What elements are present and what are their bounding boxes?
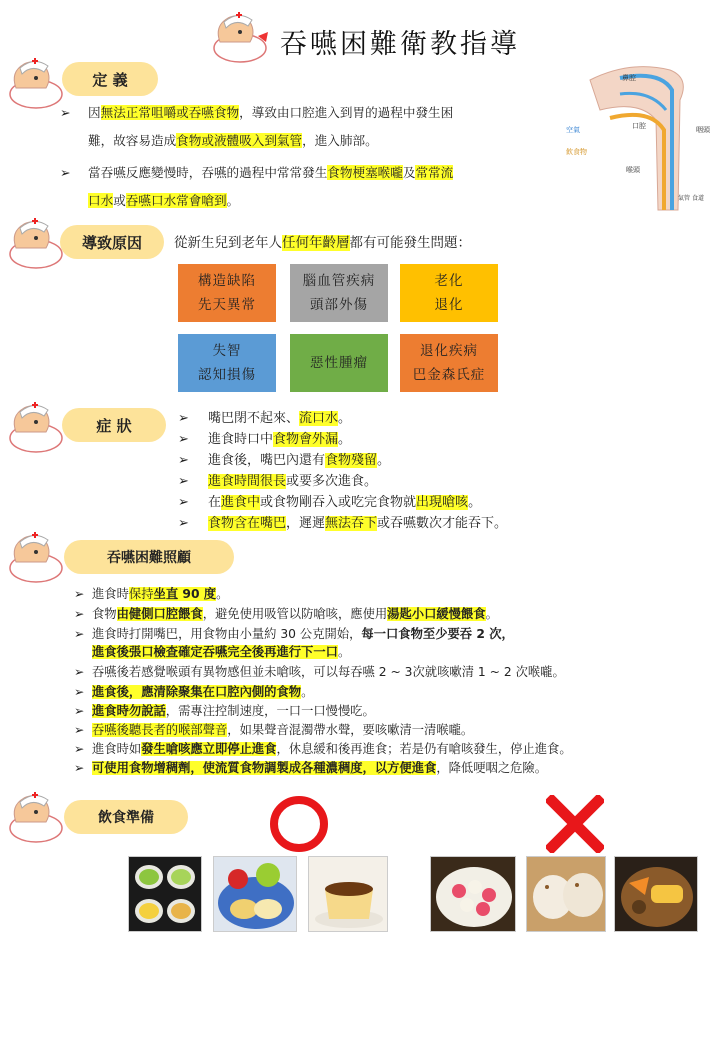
care-line: ➢ 進食時打開嘴巴，用食物由小量約 30 公克開始，每一口食物至少要吞 2 次， bbox=[74, 627, 514, 641]
section-pill-definition: 定 義 bbox=[62, 62, 158, 96]
symptom-item: ➢ 食物含在嘴巴，遲遲無法吞下或吞嚥數次才能吞下。 bbox=[178, 516, 508, 531]
food-image-mochi bbox=[526, 856, 606, 932]
care-line: ➢ 吞嚥後聽長者的喉部聲音，如果聲音混濁帶水聲，要咳嗽清一清喉嚨。 bbox=[74, 723, 474, 737]
diagram-label-esophagus: 食道 bbox=[692, 195, 705, 202]
care-line: ➢ 進食時勿說話，需專注控制速度，一口一口慢慢吃。 bbox=[74, 704, 375, 718]
nurse-mascot-icon bbox=[6, 528, 68, 586]
symptom-item: ➢ 進食後，嘴巴內還有食物殘留。 bbox=[178, 453, 391, 468]
cause-box-line: 腦血管疾病 bbox=[302, 273, 376, 289]
definition-line: ➢ 當吞嚥反應變慢時，吞嚥的過程中常常發生食物梗塞喉嚨及常常流 bbox=[60, 165, 454, 180]
circle-ok-icon bbox=[268, 795, 330, 853]
care-line: ➢ 進食時如發生嗆咳應立即停止進食，休息緩和後再進食；若是仍有嗆咳發生，停止進食。 bbox=[74, 742, 572, 756]
food-image-pureed-cups bbox=[128, 856, 202, 932]
care-line: ➢ 進食後，應清除聚集在口腔內側的食物。 bbox=[74, 685, 314, 699]
cause-box bbox=[400, 334, 498, 392]
diagram-label-nose: 鼻腔 bbox=[622, 74, 636, 82]
symptom-item: ➢ 嘴巴閉不起來、流口水。 bbox=[178, 411, 352, 426]
care-line: 進食後張口檢查確定吞嚥完全後再進行下一口。 bbox=[92, 645, 351, 659]
section-pill-causes: 導致原因 bbox=[60, 225, 164, 259]
cause-box-line: 頭部外傷 bbox=[310, 297, 368, 313]
cause-box bbox=[178, 264, 276, 322]
cause-box-line: 構造缺陷 bbox=[198, 273, 256, 289]
symptom-item: ➢ 進食時間很長或要多次進食。 bbox=[178, 474, 378, 489]
nurse-mascot-icon bbox=[6, 788, 68, 846]
cause-box-line: 巴金森氏症 bbox=[412, 367, 486, 383]
diagram-label-larynx: 喉頭 bbox=[626, 166, 640, 174]
care-line: ➢ 食物由健側口腔餵食，避免使用吸管以防嗆咳，應使用湯匙小口緩慢餵食。 bbox=[74, 607, 498, 621]
diagram-label-air: 空氣 bbox=[566, 126, 580, 134]
cause-box-line: 退化疾病 bbox=[420, 343, 478, 359]
cause-box-line: 認知損傷 bbox=[198, 367, 256, 383]
definition-line: 口水或吞嚥口水常會嗆到。 bbox=[88, 193, 240, 208]
food-image-tangyuan bbox=[430, 856, 516, 932]
section-pill-diet: 飲食準備 bbox=[64, 800, 188, 834]
cross-no-icon bbox=[546, 795, 604, 853]
page-title: 吞嚥困難衛教指導 bbox=[280, 29, 520, 60]
definition-line: ➢ 因無法正常咀嚼或吞嚥食物，導致由口腔進入到胃的過程中發生困 bbox=[60, 105, 454, 120]
food-image-pureed-plate bbox=[213, 856, 297, 932]
cause-box-line: 失智 bbox=[212, 343, 242, 359]
symptom-item: ➢ 在進食中或食物剛吞入或吃完食物就出現嗆咳。 bbox=[178, 495, 482, 510]
definition-line: 難，故容易造成食物或液體吸入到氣管，進入肺部。 bbox=[88, 133, 378, 148]
cause-box-line: 先天異常 bbox=[198, 297, 256, 313]
nurse-mascot-icon bbox=[210, 8, 272, 66]
diagram-label-trachea: 氣管 bbox=[678, 195, 691, 202]
nurse-mascot-icon bbox=[6, 398, 68, 456]
section-pill-care: 吞嚥困難照顧 bbox=[64, 540, 234, 574]
diagram-label-food: 飲食物 bbox=[566, 148, 587, 156]
diagram-label-mouth: 口腔 bbox=[632, 122, 646, 130]
cause-box-line: 老化 bbox=[434, 273, 464, 289]
care-line: ➢ 吞嚥後若感覺喉頭有異物感但並未嗆咳，可以每吞嚥 2 ~ 3次就咳嗽清 1 ~ 2 次喉嚨。 bbox=[74, 665, 565, 679]
section-pill-symptoms: 症 狀 bbox=[62, 408, 166, 442]
care-line: ➢ 可使用食物增稠劑，使流質食物調製成各種濃稠度，以方便進食，降低哽咽之危險。 bbox=[74, 761, 548, 775]
diagram-label-pharynx: 咽頭 bbox=[696, 126, 710, 134]
food-image-pudding bbox=[308, 856, 388, 932]
causes-intro: 從新生兒到老年人任何年齡層都有可能發生問題： bbox=[174, 235, 471, 251]
care-line: ➢ 進食時保持坐直 90 度。 bbox=[74, 587, 229, 601]
food-image-corn-soup bbox=[614, 856, 698, 932]
cause-box bbox=[400, 264, 498, 322]
cause-box bbox=[178, 334, 276, 392]
cause-box-line: 惡性腫瘤 bbox=[310, 355, 368, 371]
cause-box bbox=[290, 334, 388, 392]
nurse-mascot-icon bbox=[6, 214, 68, 272]
symptom-item: ➢ 進食時口中食物會外漏。 bbox=[178, 432, 352, 447]
swallowing-diagram bbox=[560, 60, 716, 215]
nurse-mascot-icon bbox=[6, 54, 68, 112]
cause-box-line: 退化 bbox=[434, 297, 464, 313]
cause-box bbox=[290, 264, 388, 322]
